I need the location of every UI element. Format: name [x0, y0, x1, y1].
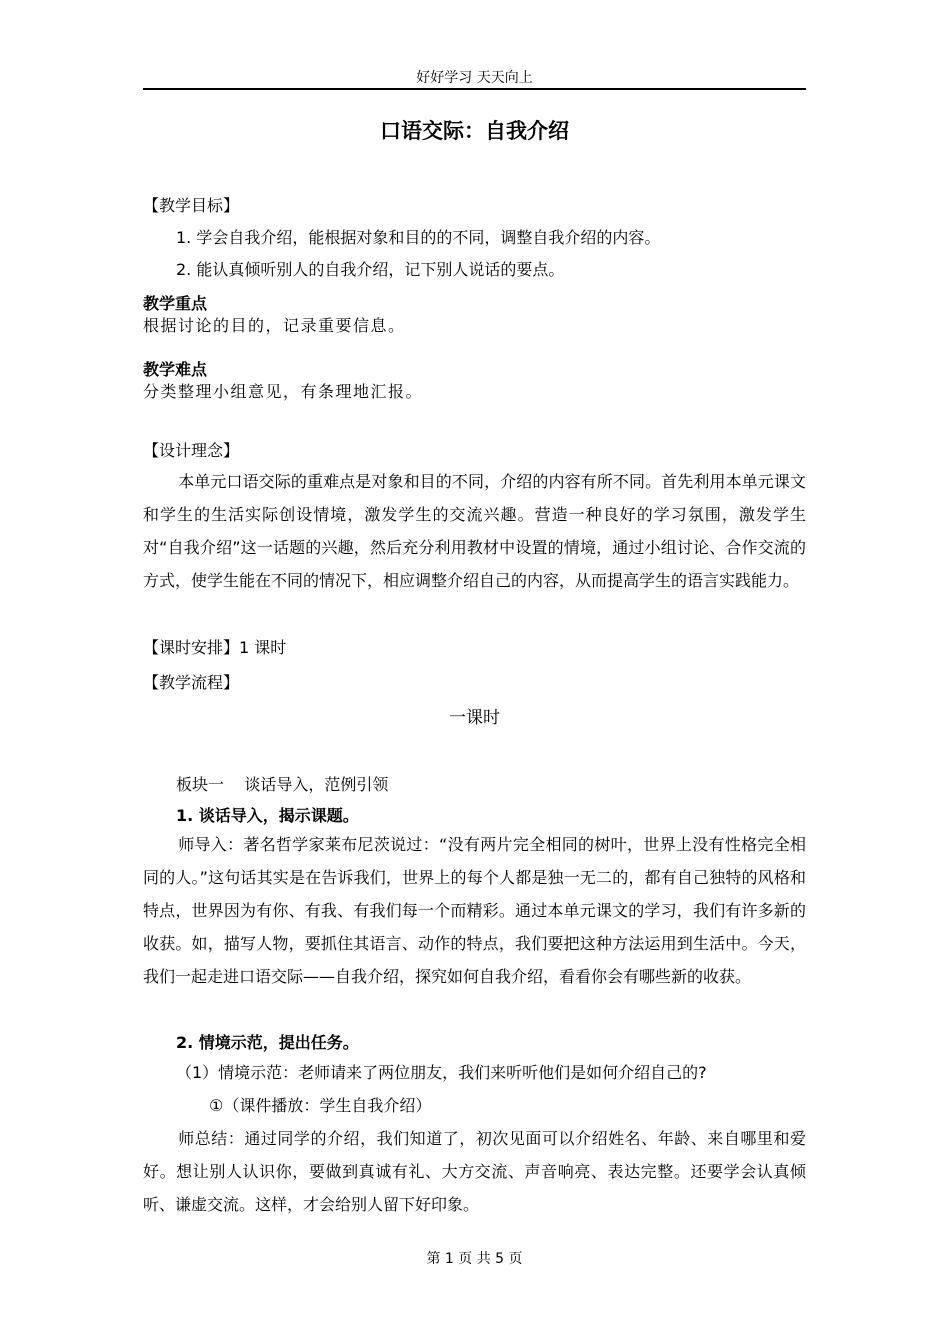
lesson-label: 一课时	[449, 708, 500, 728]
playback-line: ①（课件播放：学生自我介绍）	[209, 1096, 432, 1115]
schedule-line: 【课时安排】1 课时	[143, 638, 287, 657]
block-1-heading: 板块一 谈话导入，范例引领	[176, 775, 389, 794]
objective-item-1: 1. 学会自我介绍，能根据对象和目的的不同，调整自我介绍的内容。	[176, 228, 661, 247]
header-divider	[143, 88, 806, 90]
page-footer: 第 1 页 共 5 页	[426, 1251, 523, 1267]
step-2-heading: 2. 情境示范，提出任务。	[176, 1033, 359, 1052]
page-header: 好好学习 天天向上	[416, 70, 533, 86]
document-title: 口语交际：自我介绍	[380, 119, 569, 143]
key-point-text: 根据讨论的目的，记录重要信息。	[143, 316, 406, 335]
scenario-line: （1）情境示范：老师请来了两位朋友，我们来听听他们是如何介绍自己的?	[176, 1063, 707, 1082]
intro-paragraph: 师导入：著名哲学家莱布尼茨说过：“没有两片完全相同的树叶，世界上没有性格完全相同的人。”这句话其实是在告诉我们，世界上的每个人都是独一无二的，都有自己独特的风格和特点，世界因为有你、有我、有我们每一个而精彩。通过本单元课文的学习，我们有许多新的收获。如，描写人物，要抓住其语言、动作的特点，我们要把这种方法运用到生活中。今天，我们一起走进口语交际——自我介绍，探究如何自我介绍，看看你会有哪些新的收获。	[143, 835, 806, 986]
summary-paragraph: 师总结：通过同学的介绍，我们知道了，初次见面可以介绍姓名、年龄、来自哪里和爱好。想让别人认识你，要做到真诚有礼、大方交流、声音响亮、表达完整。还要学会认真倾听、谦虚交流。这样，才会给别人留下好印象。	[143, 1129, 806, 1214]
design-paragraph: 本单元口语交际的重难点是对象和目的不同，介绍的内容有所不同。首先利用本单元课文和学生的生活实际创设情境，激发学生的交流兴趣。营造一种良好的学习氛围，激发学生对“自我介绍”这一话题的兴趣，然后充分利用教材中设置的情境，通过小组讨论、合作交流的方式，使学生能在不同的情况下，相应调整介绍自己的内容，从而提高学生的语言实践能力。	[143, 472, 806, 590]
objective-item-2: 2. 能认真倾听别人的自我介绍，记下别人说话的要点。	[176, 260, 565, 279]
difficulty-text: 分类整理小组意见，有条理地汇报。	[143, 382, 424, 401]
objectives-heading: 【教学目标】	[143, 196, 240, 215]
process-heading: 【教学流程】	[143, 673, 240, 692]
design-heading: 【设计理念】	[143, 441, 240, 460]
key-point-heading: 教学重点	[143, 294, 208, 313]
difficulty-heading: 教学难点	[143, 360, 208, 379]
step-1-heading: 1. 谈话导入，揭示课题。	[176, 806, 359, 825]
